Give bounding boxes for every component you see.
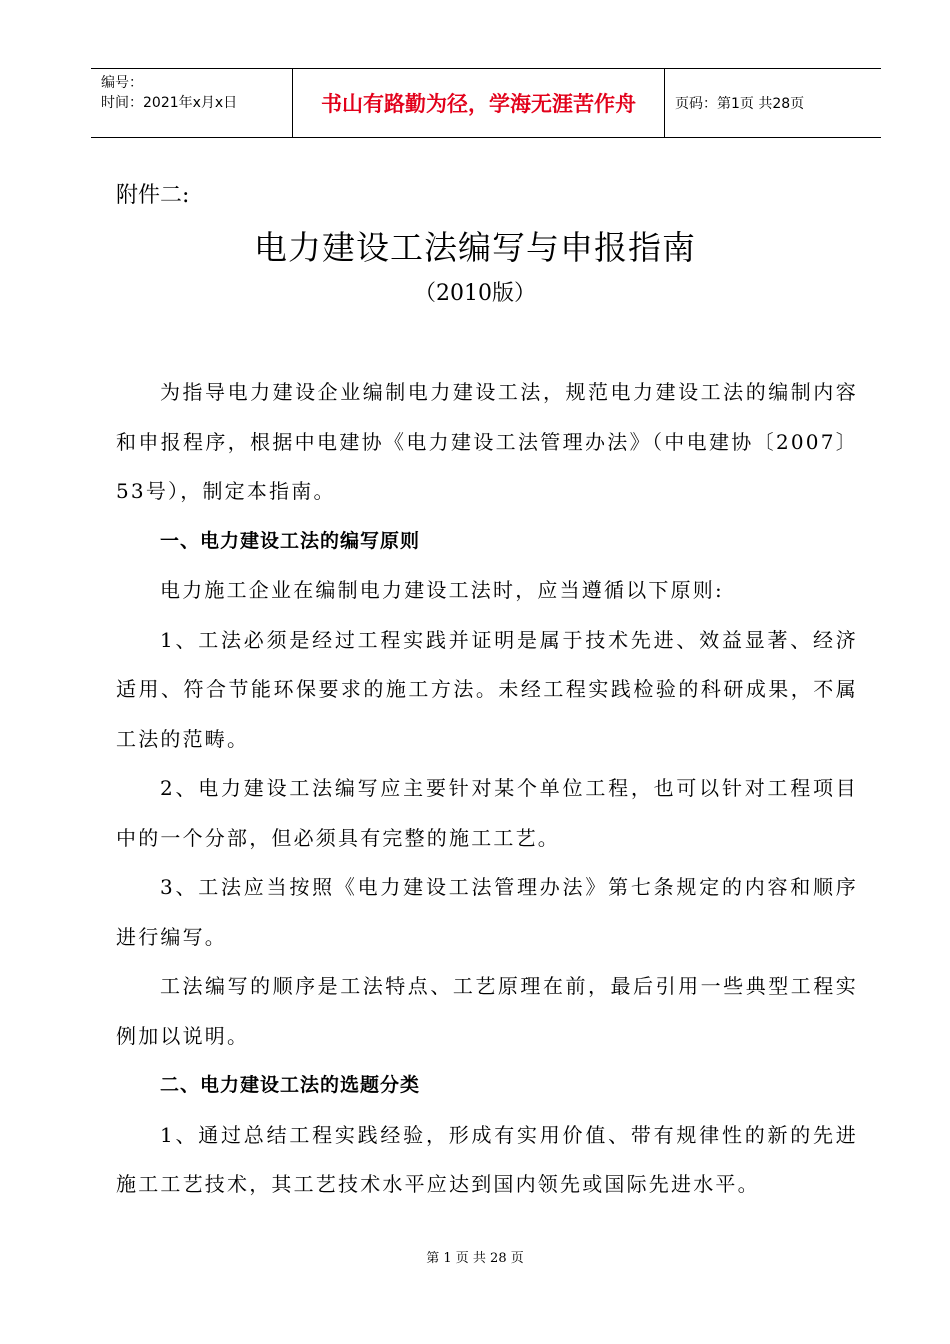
header-meta xyxy=(91,69,293,137)
document-edition: （2010版） xyxy=(414,281,536,306)
header-page-info: 页码：第1页 共28页 xyxy=(675,96,805,112)
body-paragraph: 电力施工企业在编制电力建设工法时，应当遵循以下原则: xyxy=(160,578,724,602)
body-paragraph: 1、通过总结工程实践经验，形成有实用价值、带有规律性的新的先进施工工艺技术，其工艺技术水平应达到国内领先或国际先进水平。 xyxy=(116,1122,858,1196)
document-body xyxy=(116,368,858,1210)
time-label: 时间：2021年x月x日 xyxy=(101,95,238,111)
header-motto: 书山有路勤为径，学海无涯苦作舟 xyxy=(293,69,665,137)
number-label: 编号： xyxy=(101,75,143,91)
body-paragraph: 2、电力建设工法编写应主要针对某个单位工程，也可以针对工程项目中的一个分部，但必须具有完整的施工工艺。 xyxy=(116,776,858,850)
annex-label: 附件二: xyxy=(116,183,190,208)
body-paragraph: 工法编写的顺序是工法特点、工艺原理在前，最后引用一些典型工程实例加以说明。 xyxy=(116,974,858,1048)
section-heading: 二、电力建设工法的选题分类 xyxy=(160,1074,421,1096)
body-paragraph: 为指导电力建设企业编制电力建设工法，规范电力建设工法的编制内容和申报程序，根据中电建协《电力建设工法管理办法》（中电建协〔2007〕53号），制定本指南。 xyxy=(116,380,858,503)
header-table xyxy=(91,68,881,138)
section-heading: 一、电力建设工法的编写原则 xyxy=(160,529,421,552)
document-title: 电力建设工法编写与申报指南 xyxy=(254,228,696,267)
body-paragraph: 1、工法必须是经过工程实践并证明是属于技术先进、效益显著、经济适用、符合节能环保要求的施工方法。未经工程实践检验的科研成果，不属工法的范畴。 xyxy=(116,627,858,751)
body-paragraph: 3、工法应当按照《电力建设工法管理办法》第七条规定的内容和顺序进行编写。 xyxy=(116,875,858,949)
page-footer: 第 1 页 共 28 页 xyxy=(426,1251,524,1266)
